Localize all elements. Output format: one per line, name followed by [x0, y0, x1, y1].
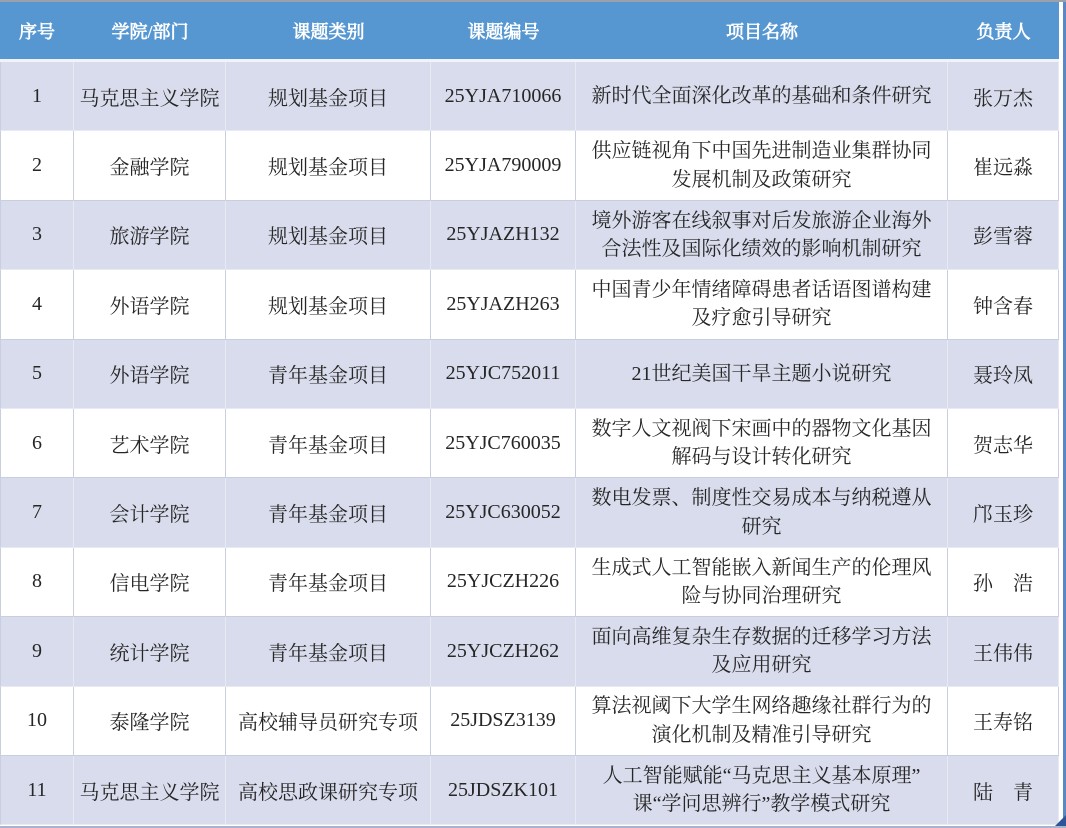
- cell-category: 青年基金项目: [226, 548, 431, 617]
- column-header-index: 序号: [0, 2, 74, 62]
- cell-title: [576, 756, 948, 825]
- cell-department: 会计学院: [74, 478, 226, 547]
- cell-category: 规划基金项目: [226, 201, 431, 270]
- project-title-line: 人工智能赋能“马克思主义基本原理”: [602, 764, 921, 787]
- project-title-line: 境外游客在线叙事对后发旅游企业海外: [591, 209, 932, 232]
- cell-category: 规划基金项目: [226, 62, 431, 131]
- project-title-line: 险与协同治理研究: [681, 584, 842, 607]
- cell-index: 10: [0, 687, 74, 756]
- cell-category: 青年基金项目: [226, 617, 431, 686]
- cell-code: 25JDSZK101: [431, 756, 576, 825]
- cell-index: 8: [0, 548, 74, 617]
- cell-code: 25YJCZH262: [431, 617, 576, 686]
- cell-category: 高校思政课研究专项: [226, 756, 431, 825]
- cell-title: [576, 201, 948, 270]
- project-title-line: 21世纪美国干旱主题小说研究: [631, 362, 892, 385]
- cell-leader: 聂玲凤: [948, 340, 1059, 409]
- cell-department: 金融学院: [74, 131, 226, 200]
- cell-leader: 钟含春: [948, 270, 1059, 339]
- project-title-line: 数字人文视阀下宋画中的器物文化基因: [591, 417, 932, 440]
- cell-index: 5: [0, 340, 74, 409]
- cell-code: 25YJA710066: [431, 62, 576, 131]
- cell-code: 25YJA790009: [431, 131, 576, 200]
- table-row: [0, 548, 1059, 617]
- cell-leader: 张万杰: [948, 62, 1059, 131]
- table-row: [0, 340, 1059, 409]
- column-header-title: 项目名称: [576, 2, 948, 62]
- project-title-line: 面向高维复杂生存数据的迁移学习方法: [591, 625, 932, 648]
- cell-title: [576, 409, 948, 478]
- header-row: [0, 2, 1059, 62]
- cell-code: 25YJAZH263: [431, 270, 576, 339]
- cell-leader: 彭雪蓉: [948, 201, 1059, 270]
- table-row: [0, 201, 1059, 270]
- cell-index: 3: [0, 201, 74, 270]
- project-title-line: 新时代全面深化改革的基础和条件研究: [591, 85, 932, 107]
- cell-department: 外语学院: [74, 340, 226, 409]
- cell-category: 青年基金项目: [226, 409, 431, 478]
- project-title-line: 演化机制及精准引导研究: [651, 723, 872, 746]
- project-title-line: 解码与设计转化研究: [671, 446, 852, 469]
- project-title-line: 生成式人工智能嵌入新闻生产的伦理风: [591, 556, 932, 579]
- table-row: [0, 478, 1059, 547]
- cell-code: 25YJC752011: [431, 340, 576, 409]
- project-title-line: 课“学问思辨行”教学模式研究: [632, 793, 891, 816]
- cell-department: 马克思主义学院: [74, 62, 226, 131]
- table-row: [0, 270, 1059, 339]
- cell-leader: 王伟伟: [948, 617, 1059, 686]
- cell-leader: 孙 浩: [948, 548, 1059, 617]
- cell-title: [576, 270, 948, 339]
- cell-department: 马克思主义学院: [74, 756, 226, 825]
- cell-title: [576, 340, 948, 409]
- cell-department: 旅游学院: [74, 201, 226, 270]
- cell-category: 青年基金项目: [226, 478, 431, 547]
- cell-title: [576, 62, 948, 131]
- column-header-category: 课题类别: [226, 2, 431, 62]
- cell-code: 25YJAZH132: [431, 201, 576, 270]
- projects-table: [0, 2, 1059, 825]
- project-title-line: 中国青少年情绪障碍患者话语图谱构建: [591, 278, 932, 301]
- cell-title: [576, 687, 948, 756]
- cell-category: 规划基金项目: [226, 270, 431, 339]
- cell-code: 25YJC760035: [431, 409, 576, 478]
- column-header-code: 课题编号: [431, 2, 576, 62]
- cell-index: 2: [0, 131, 74, 200]
- cell-leader: 陆 青: [948, 756, 1059, 825]
- project-title-line: 算法视阈下大学生网络趣缘社群行为的: [591, 695, 932, 718]
- cell-index: 9: [0, 617, 74, 686]
- cell-index: 6: [0, 409, 74, 478]
- cell-department: 统计学院: [74, 617, 226, 686]
- cell-leader: 贺志华: [948, 409, 1059, 478]
- table-row: [0, 409, 1059, 478]
- cell-leader: 王寿铭: [948, 687, 1059, 756]
- cell-index: 11: [0, 756, 74, 825]
- cell-category: 青年基金项目: [226, 340, 431, 409]
- cell-leader: 崔远淼: [948, 131, 1059, 200]
- cell-department: 外语学院: [74, 270, 226, 339]
- cell-category: 高校辅导员研究专项: [226, 687, 431, 756]
- cell-title: [576, 478, 948, 547]
- table-row: [0, 131, 1059, 200]
- cell-index: 1: [0, 62, 74, 131]
- table-row: [0, 617, 1059, 686]
- cell-leader: 邝玉珍: [948, 478, 1059, 547]
- cell-department: 信电学院: [74, 548, 226, 617]
- cell-department: 泰隆学院: [74, 687, 226, 756]
- cell-index: 7: [0, 478, 74, 547]
- cell-title: [576, 131, 948, 200]
- cell-code: 25YJCZH226: [431, 548, 576, 617]
- column-header-leader: 负责人: [948, 2, 1059, 62]
- cell-title: [576, 548, 948, 617]
- table-row: [0, 756, 1059, 825]
- table-row: [0, 687, 1059, 756]
- project-title-line: 合法性及国际化绩效的影响机制研究: [601, 237, 922, 260]
- project-title-line: 供应链视角下中国先进制造业集群协同: [591, 140, 932, 163]
- cell-title: [576, 617, 948, 686]
- project-title-line: 数电发票、制度性交易成本与纳税遵从: [591, 487, 932, 510]
- cell-index: 4: [0, 270, 74, 339]
- cell-category: 规划基金项目: [226, 131, 431, 200]
- project-title-line: 及疗愈引导研究: [691, 307, 832, 330]
- cell-code: 25YJC630052: [431, 478, 576, 547]
- cell-department: 艺术学院: [74, 409, 226, 478]
- project-title-line: 及应用研究: [711, 654, 812, 677]
- cell-code: 25JDSZ3139: [431, 687, 576, 756]
- column-header-department: 学院/部门: [74, 2, 226, 62]
- project-title-line: 发展机制及政策研究: [671, 168, 852, 191]
- project-title-line: 研究: [741, 515, 782, 538]
- selection-corner-handle: [1055, 815, 1066, 826]
- table-row: [0, 62, 1059, 131]
